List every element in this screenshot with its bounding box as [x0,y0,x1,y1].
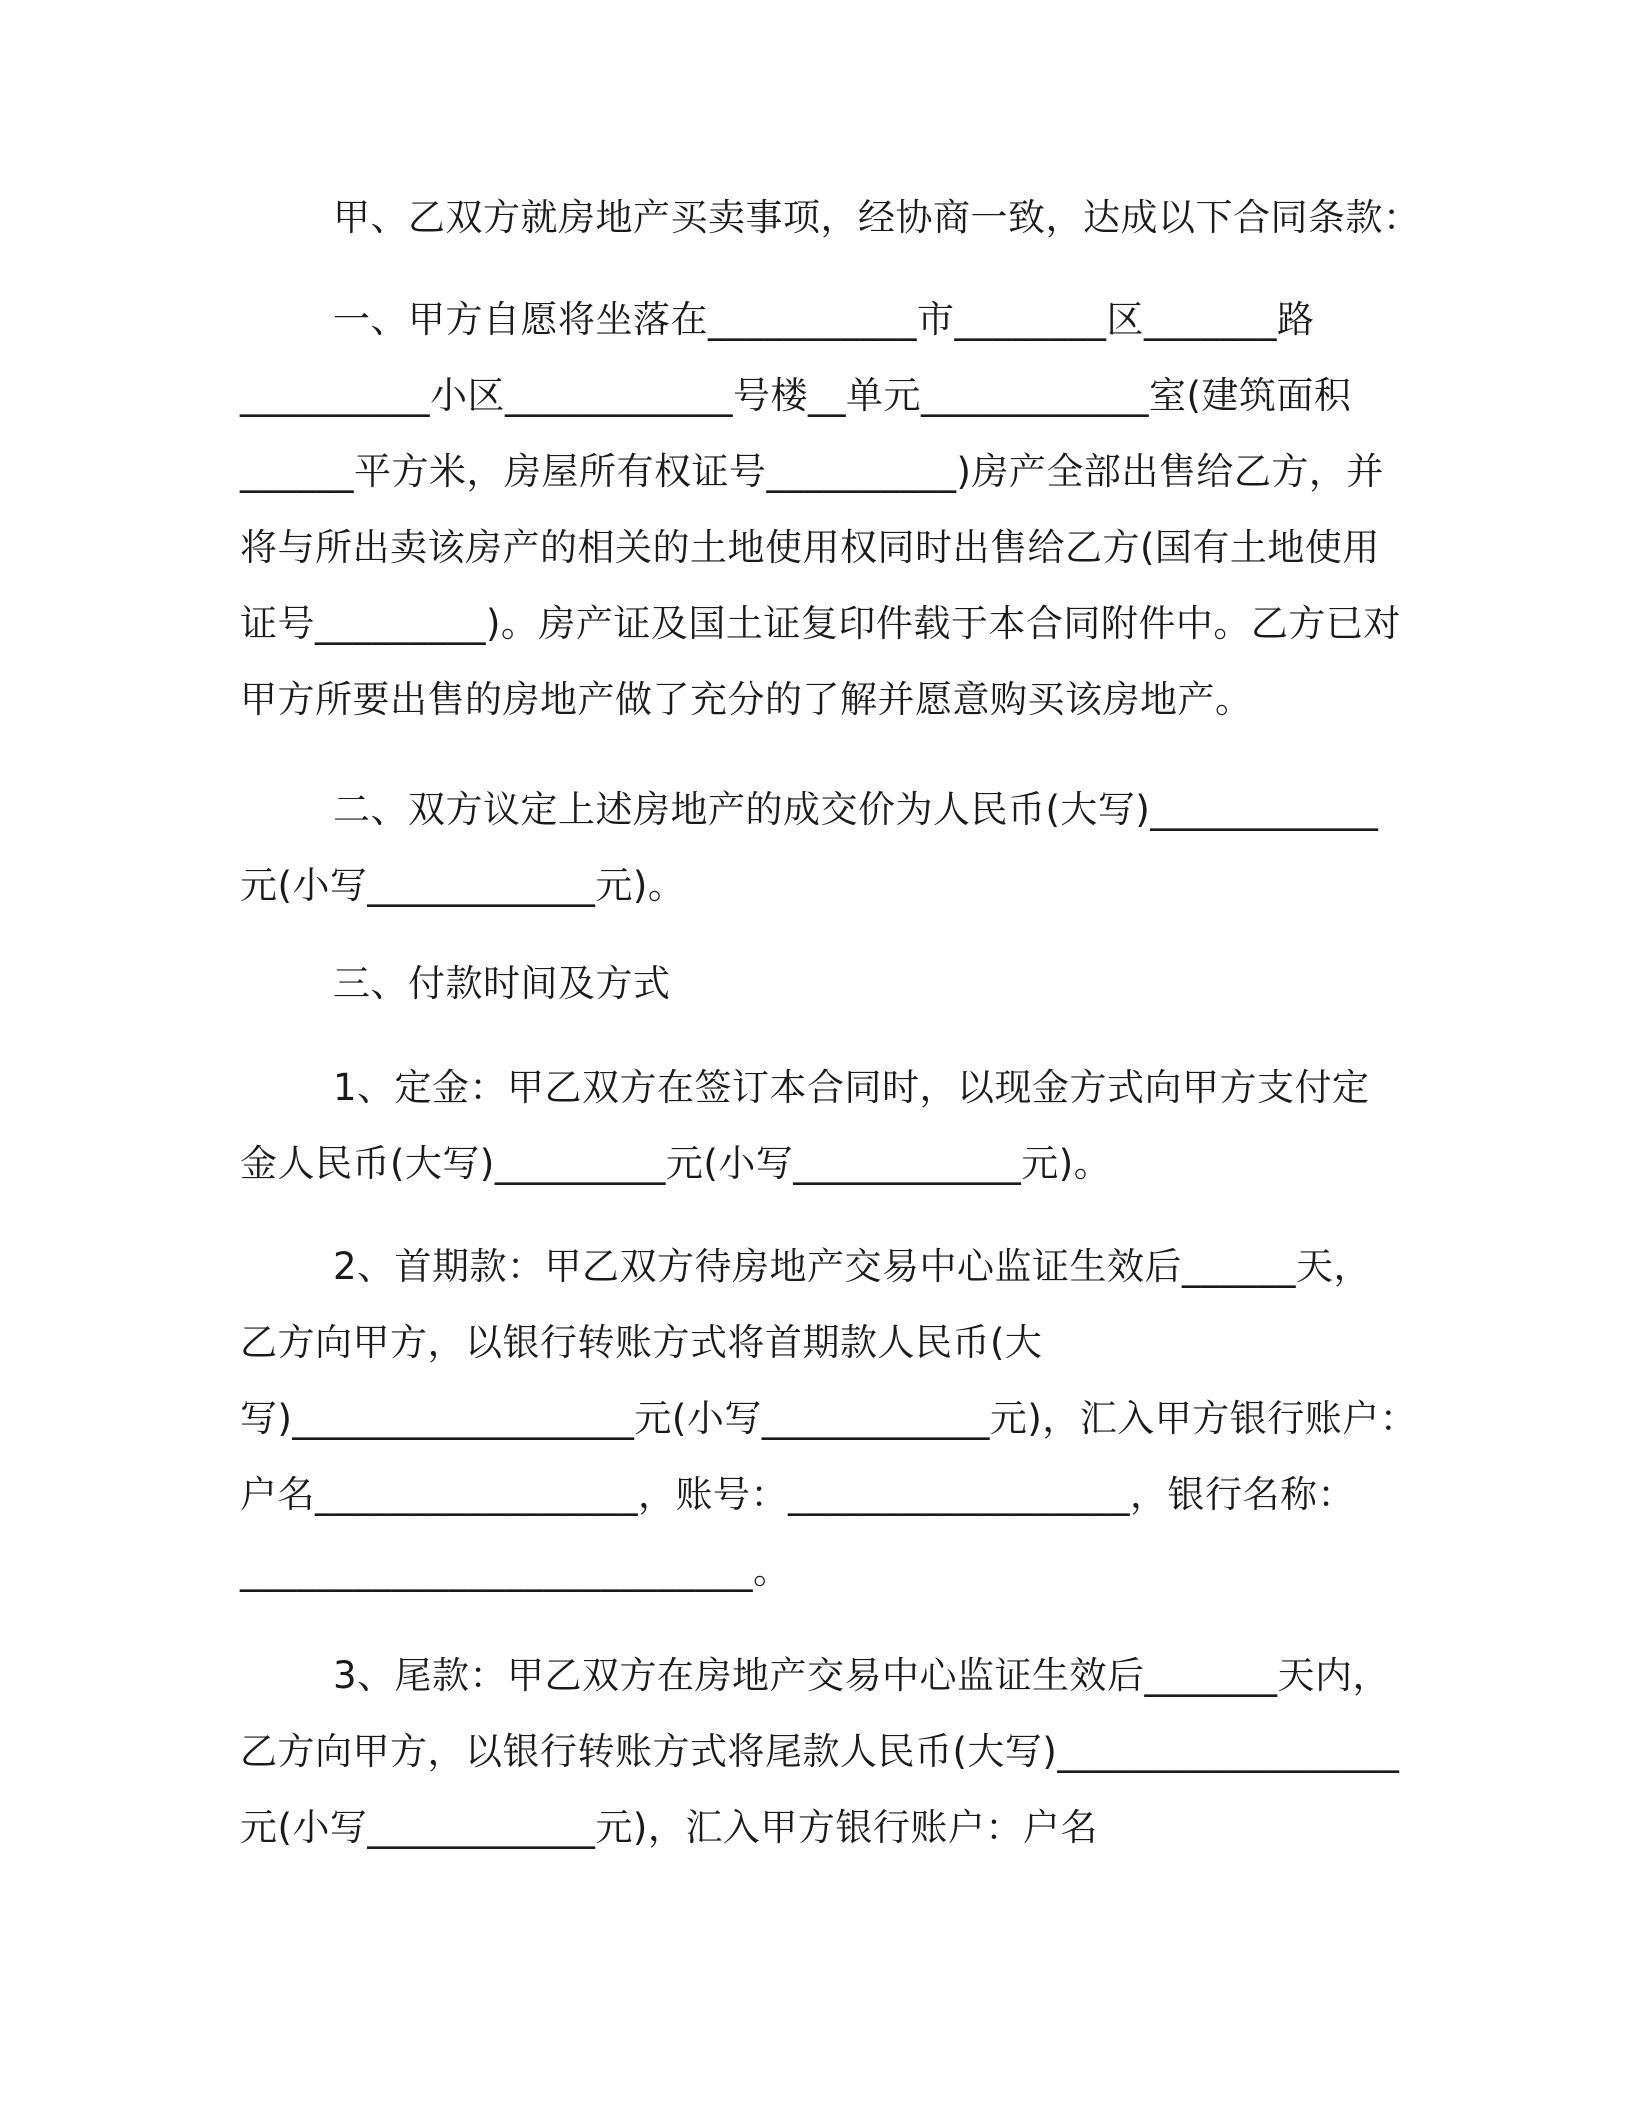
deposit-line-1: 1、定金：甲乙双方在签订本合同时，以现金方式向甲方支付定 [333,1066,1370,1109]
clause-3-heading: 三、付款时间及方式 [333,962,671,1005]
final-payment-line-3: 元(小写____________元)，汇入甲方银行账户：户名 [240,1806,1098,1849]
final-payment-line-2: 乙方向甲方，以银行转账方式将尾款人民币(大写)__________________ [240,1730,1400,1773]
intro-line: 甲、乙双方就房地产买卖事项，经协商一致，达成以下合同条款： [333,196,1421,239]
first-payment-line-4: 户名_________________，账号：__________________，银行名称： [240,1473,1355,1516]
first-payment-line-5: ___________________________。 [240,1549,791,1592]
clause-1-line-1: 一、甲方自愿将坐落在___________市________区_______路 [333,298,1315,341]
clause-1-line-3: ______平方米，房屋所有权证号__________)房产全部出售给乙方，并 [240,450,1384,493]
clause-2-line-2: 元(小写____________元)。 [240,864,686,907]
clause-1-line-4: 将与所出卖该房产的相关的土地使用权同时出售给乙方(国有土地使用 [240,526,1380,569]
first-payment-line-3: 写)__________________元(小写____________元)，汇入甲方银行账户： [240,1397,1418,1440]
clause-1-line-6: 甲方所要出售的房地产做了充分的了解并愿意购买该房地产。 [240,678,1253,721]
clause-1-line-2: __________小区____________号楼__单元____________室(建筑面积 [240,374,1352,417]
deposit-line-2: 金人民币(大写)_________元(小写____________元)。 [240,1142,1112,1185]
clause-2-line-1: 二、双方议定上述房地产的成交价为人民币(大写)____________ [333,788,1379,831]
final-payment-line-1: 3、尾款：甲乙双方在房地产交易中心监证生效后_______天内， [333,1654,1391,1697]
first-payment-line-2: 乙方向甲方，以银行转账方式将首期款人民币(大 [240,1321,1043,1364]
clause-1-line-5: 证号_________)。房产证及国土证复印件载于本合同附件中。乙方已对 [240,602,1401,645]
first-payment-line-1: 2、首期款：甲乙双方待房地产交易中心监证生效后______天， [333,1245,1372,1288]
